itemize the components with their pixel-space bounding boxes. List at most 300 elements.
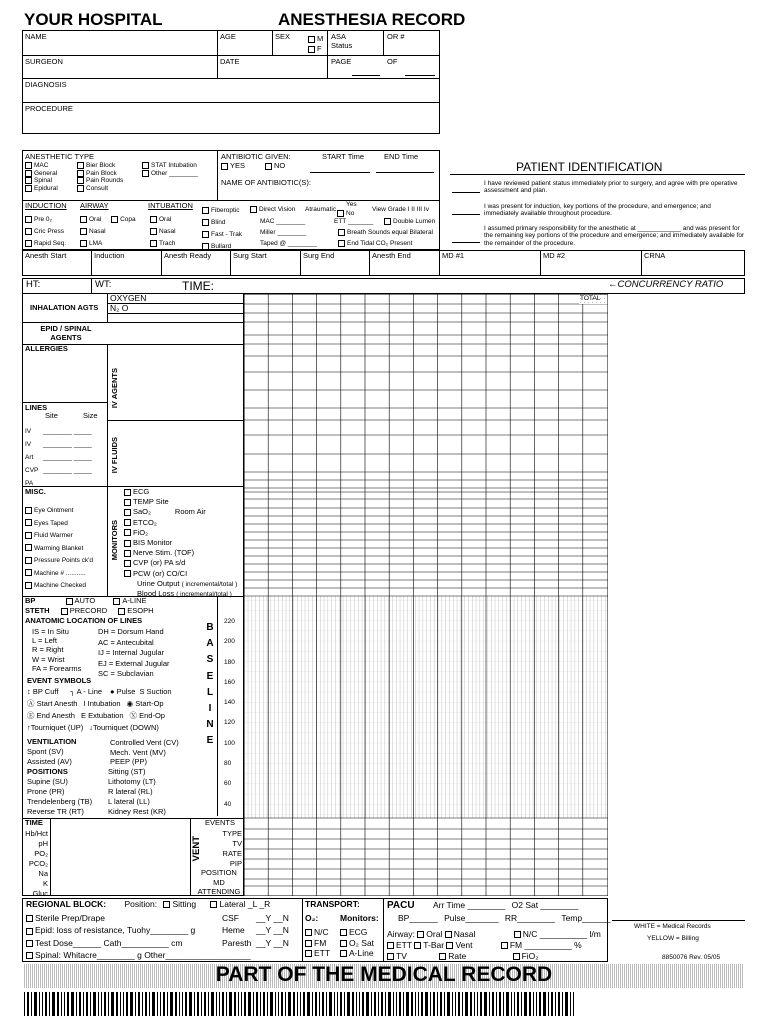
pacu-airway-row3 [387, 952, 539, 962]
barcode-bar [229, 992, 232, 1016]
barcode-bar [334, 992, 335, 1016]
checkbox-icon[interactable] [26, 952, 33, 959]
barcode-bar [366, 992, 369, 1016]
checkbox-icon[interactable] [305, 940, 312, 947]
pacu-bp[interactable]: BP______ [398, 913, 438, 923]
misc-options [25, 505, 93, 593]
checkbox-icon[interactable] [25, 532, 32, 539]
barcode-bar [108, 992, 109, 1016]
age-field[interactable]: AGE [220, 32, 236, 41]
checkbox-icon[interactable] [338, 229, 345, 236]
checkbox-icon[interactable] [61, 608, 68, 615]
pacu-nc[interactable]: N/C __________ l/m [514, 929, 601, 939]
pacu-airway-option[interactable]: Nasal [445, 929, 476, 939]
barcode-bar [170, 992, 173, 1016]
transport-option[interactable]: ECG [340, 927, 374, 938]
page-of-label: OF [387, 57, 398, 66]
double-lumen[interactable]: Double Lumen [384, 218, 435, 226]
checkbox-icon[interactable] [113, 598, 120, 605]
pacu-airway-option[interactable]: ETT [387, 940, 412, 950]
barcode-bar [197, 992, 199, 1016]
view-grade[interactable]: View Grade I II III Iv [372, 206, 429, 213]
lines-label: LINES [25, 403, 48, 412]
barcode-bar [86, 992, 88, 1016]
vent-items: TYPE TV RATE PIP [222, 829, 242, 868]
barcode-bar [385, 992, 386, 1016]
checkbox-icon[interactable] [308, 36, 315, 43]
checkbox-icon[interactable] [25, 185, 32, 192]
crna-field[interactable]: CRNA [644, 251, 666, 260]
barcode-bar [312, 992, 313, 1016]
anatomic-left: IS = In Situ L = Left R = Right W = Wrist FA = Forearms [32, 627, 82, 673]
checkbox-icon[interactable] [77, 177, 84, 184]
iv-fluids-label: IV FLUIDS [110, 437, 119, 474]
barcode-bar [447, 992, 450, 1016]
barcode-bar [337, 992, 338, 1016]
checkbox-icon[interactable] [25, 569, 32, 576]
intubation-technique [202, 205, 242, 253]
checkbox-icon[interactable] [446, 942, 453, 949]
room-air-label: Room Air [174, 507, 206, 517]
monitor-option[interactable]: ETCO₂ [124, 518, 237, 528]
misc-option[interactable]: Pressure Points ck'd [25, 555, 93, 568]
barcode-bar [521, 992, 522, 1016]
pacu-vitals [398, 914, 610, 924]
checkbox-icon[interactable] [250, 206, 257, 213]
monitor-option[interactable]: ECG [124, 487, 237, 497]
bp-auto[interactable]: AUTO [66, 596, 96, 605]
barcode-bar [194, 992, 195, 1016]
barcode-bar [157, 992, 158, 1016]
bp-cuff-icon: ↕ [27, 687, 31, 696]
barcode-bar [533, 992, 534, 1016]
misc-option[interactable]: Eye Ointment [25, 505, 93, 518]
steth-precord[interactable]: PRECORD [61, 606, 108, 615]
checkbox-icon[interactable] [124, 550, 131, 557]
transport-option[interactable]: A-Line [340, 948, 374, 959]
checkbox-icon[interactable] [124, 570, 131, 577]
checkbox-icon[interactable] [26, 928, 33, 935]
checkbox-icon[interactable] [340, 940, 347, 947]
checkbox-icon[interactable] [111, 216, 118, 223]
checkbox-icon[interactable] [25, 228, 32, 235]
barcode-bar [399, 992, 401, 1016]
checkbox-icon[interactable] [25, 582, 32, 589]
barcode-bar [90, 992, 91, 1016]
misc-option[interactable]: Warming Blanket [25, 543, 93, 556]
checkbox-icon[interactable] [202, 231, 209, 238]
date-field[interactable]: DATE [220, 57, 240, 66]
transport-option[interactable]: N/C [305, 927, 330, 938]
checkbox-icon[interactable] [513, 953, 520, 960]
monitor-option[interactable]: CVP (or) PA s/d [124, 558, 237, 568]
checkbox-icon[interactable] [305, 929, 312, 936]
surg-start-field[interactable]: Surg Start [233, 251, 267, 260]
test-dose[interactable]: Test Dose______ Cath__________ cm [26, 937, 251, 949]
barcode-bar [430, 992, 431, 1016]
checkbox-icon[interactable] [150, 216, 157, 223]
transport-monitors-label: Monitors: [340, 913, 379, 923]
checkbox-icon[interactable] [387, 953, 394, 960]
barcode-bar [256, 992, 258, 1016]
asa-field[interactable]: ASA [331, 32, 347, 41]
line-row[interactable]: IV ________ _____ [25, 441, 92, 448]
barcode-bar [562, 992, 563, 1016]
checkbox-icon[interactable] [142, 170, 149, 177]
direct-vision[interactable]: Direct Vision [250, 206, 295, 214]
end-anesth-icon: Ⓔ [27, 711, 35, 720]
barcode-bar [558, 992, 560, 1016]
barcode-bar [548, 992, 549, 1016]
csf-yn[interactable]: CSF __Y __N [222, 913, 289, 923]
checkbox-icon[interactable] [25, 162, 32, 169]
checkbox-icon[interactable] [142, 162, 149, 169]
pacu-airway-option[interactable]: Rate [439, 951, 466, 961]
checkbox-icon[interactable] [150, 228, 157, 235]
barcode-bar [241, 992, 242, 1016]
atraumatic-options [337, 200, 357, 218]
barcode-bar [238, 992, 239, 1016]
mac-field[interactable]: MAC ________ [260, 218, 306, 225]
antibiotic-yes[interactable]: YES [221, 162, 245, 171]
checkbox-icon[interactable] [445, 931, 452, 938]
pacu-arr-time[interactable]: Arr Time ________ [432, 900, 506, 910]
aline-icon: ╮ [70, 687, 75, 696]
checkbox-icon[interactable] [25, 216, 32, 223]
md1-field[interactable]: MD #1 [442, 251, 465, 260]
epid-loss[interactable]: Epid: loss of resistance, Tuohy________ g [26, 924, 251, 936]
position-sitting[interactable]: Sitting [163, 899, 196, 909]
record-title: ANESTHESIA RECORD [278, 10, 466, 29]
pulse-icon: ● [110, 687, 115, 696]
checkbox-icon[interactable] [25, 544, 32, 551]
technique-option[interactable]: Fast - Trak [202, 229, 242, 241]
barcode-bar [123, 992, 124, 1016]
name-field[interactable]: NAME [25, 32, 47, 41]
surgeon-field[interactable]: SURGEON [25, 57, 63, 66]
line-row[interactable]: IV ________ _____ [25, 428, 92, 435]
line-row[interactable]: PA [25, 480, 34, 487]
intubation-icon: I [83, 699, 86, 708]
transport-option[interactable]: FM [305, 938, 330, 949]
barcode-bar [263, 992, 265, 1016]
intubation-option[interactable]: Nasal [150, 226, 176, 238]
checkbox-icon[interactable] [77, 162, 84, 169]
barcode-bar [300, 992, 301, 1016]
checkbox-icon[interactable] [26, 915, 33, 922]
barcode-bar [49, 992, 50, 1016]
md2-field[interactable]: MD #2 [543, 251, 566, 260]
barcode-bar [411, 992, 413, 1016]
intubation-option[interactable]: Oral [150, 214, 176, 226]
height-field[interactable]: HT: [26, 279, 41, 290]
monitor-option[interactable]: Nerve Stim. (TOF) [124, 548, 237, 558]
checkbox-icon[interactable] [124, 529, 131, 536]
barcode-bar [142, 992, 143, 1016]
induction-option[interactable]: Rapid Seq. [25, 238, 66, 250]
anesthetic-option[interactable]: Pain Block [77, 170, 123, 178]
airway-option[interactable]: Oral [80, 216, 101, 223]
checkbox-icon[interactable] [26, 940, 33, 947]
anesth-start-field[interactable]: Anesth Start [25, 251, 67, 260]
sex-f-option[interactable]: F [308, 45, 322, 54]
vent-label: VENT [191, 836, 202, 862]
tourniquet-down-icon: ↓ [89, 723, 94, 732]
pacu-o2-sat[interactable]: O2 Sat ________ [511, 900, 579, 910]
checkbox-icon[interactable] [202, 219, 209, 226]
checkbox-icon[interactable] [210, 901, 217, 908]
monitor-option[interactable]: BIS Monitor [124, 538, 237, 548]
site-label: Site [45, 411, 58, 420]
monitor-option[interactable]: SaO₂ Room Air [124, 507, 237, 517]
pacu-fio2[interactable]: FiO₂ [513, 951, 539, 961]
ett-field[interactable]: ETT _______ [334, 218, 374, 225]
anesthetic-option[interactable]: MAC [25, 162, 58, 170]
barcode-bar [418, 992, 419, 1016]
anesth-ready-field[interactable]: Anesth Ready [164, 251, 212, 260]
paresth-yn[interactable]: Paresth __Y __N [222, 937, 289, 948]
top-fields [22, 30, 440, 134]
bp-aline[interactable]: A-LINE [113, 596, 146, 605]
checkbox-icon[interactable] [202, 243, 209, 250]
pacu-airway-option[interactable]: T-Bar [414, 940, 444, 950]
anesthetic-option[interactable]: Bier Block [77, 162, 123, 170]
barcode-bar [396, 992, 397, 1016]
technique-option[interactable]: Fiberoptic [202, 205, 242, 217]
regional-csf [222, 912, 289, 949]
checkbox-icon[interactable] [25, 170, 32, 177]
barcode-bar [175, 992, 177, 1016]
events-label: EVENTS [205, 818, 236, 827]
steth-esoph[interactable]: ESOPH [118, 606, 153, 615]
induction-time-field[interactable]: Induction [94, 251, 125, 260]
barcode-bar [425, 992, 428, 1016]
transport-o2-options [305, 927, 330, 959]
misc-option[interactable]: Fluid Warmer [25, 530, 93, 543]
barcode-bar [234, 992, 236, 1016]
diagnosis-field[interactable]: DIAGNOSIS [25, 80, 67, 89]
steth-method: STETH PRECORD ESOPH [25, 606, 154, 615]
barcode-bar [39, 992, 40, 1016]
anesthetic-option[interactable]: STAT Intubation [142, 162, 198, 170]
pacu-airway-row2 [387, 941, 582, 951]
asa-status-label: Status [331, 41, 353, 50]
checkbox-icon[interactable] [202, 207, 209, 214]
checkbox-icon[interactable] [387, 942, 394, 949]
checkbox-icon[interactable] [163, 901, 170, 908]
barcode-bar [474, 992, 475, 1016]
checkbox-icon[interactable] [124, 489, 131, 496]
checkbox-icon[interactable] [340, 950, 347, 957]
iv-agents-label: IV AGENTS [110, 368, 119, 409]
event-symbols-title: EVENT SYMBOLS [27, 676, 92, 685]
pacu-rr[interactable]: RR________ [504, 913, 555, 923]
checkbox-icon[interactable] [338, 240, 345, 247]
checkbox-icon[interactable] [124, 519, 131, 526]
checkbox-icon[interactable] [305, 950, 312, 957]
technique-option[interactable]: Bullard [202, 241, 242, 253]
monitor-option[interactable]: TEMP Site [124, 497, 237, 507]
atraumatic-no[interactable]: No [337, 209, 357, 218]
start-anesth-icon: Ⓐ [27, 699, 35, 708]
anesth-end-field[interactable]: Anesth End [372, 251, 411, 260]
pacu-airway-option[interactable]: TV [387, 951, 407, 961]
line-row[interactable]: Art ________ _____ [25, 454, 92, 461]
barcode-bar [511, 992, 512, 1016]
checkbox-icon[interactable] [221, 163, 228, 170]
antibiotic-given-label: ANTIBIOTIC GIVEN: [221, 152, 291, 161]
checkbox-icon[interactable] [501, 942, 508, 949]
barcode-bar [371, 992, 372, 1016]
end-tidal[interactable]: End Tidal CO₂ Present [338, 240, 412, 248]
line-list [25, 425, 92, 490]
anesthetic-option[interactable]: Spinal [25, 177, 58, 185]
antibiotic-name-field[interactable]: NAME OF ANTIBIOTIC(S): [221, 178, 312, 187]
surg-end-field[interactable]: Surg End [303, 251, 335, 260]
form-number: 8850076 Rev. 05/05 [662, 954, 721, 961]
checkbox-icon[interactable] [265, 163, 272, 170]
barcode-bar [381, 992, 383, 1016]
oxygen-label: OXYGEN [110, 293, 147, 303]
checkbox-icon[interactable] [439, 953, 446, 960]
anesthetic-option[interactable]: Epidural [25, 185, 58, 193]
miller-field[interactable]: Miller ________ [260, 229, 307, 236]
pacu-airway-option[interactable]: Vent [446, 940, 472, 950]
checkbox-icon[interactable] [514, 931, 521, 938]
airway-option[interactable]: LMA [80, 238, 136, 250]
barcode-bar [536, 992, 537, 1016]
anesthetic-option[interactable]: Other ________ [142, 170, 198, 178]
pacu-temp[interactable]: Temp______ [561, 913, 611, 923]
barcode-bar [565, 992, 568, 1016]
barcode-bar [455, 992, 456, 1016]
patient-id-title: PATIENT IDENTIFICATION [516, 160, 663, 174]
airway-option[interactable]: Copa [111, 216, 136, 223]
intubation-option[interactable]: Trach [150, 238, 176, 250]
checkbox-icon[interactable] [308, 46, 315, 53]
heme-yn[interactable]: Heme __Y __N [222, 925, 289, 936]
induction-option[interactable]: Cric Press [25, 226, 66, 238]
checkbox-icon[interactable] [414, 942, 421, 949]
antibiotic-start-time[interactable]: START Time [322, 152, 365, 161]
checkbox-icon[interactable] [25, 240, 32, 247]
breath-sounds[interactable]: Breath Sounds equal Bilateral [338, 229, 433, 237]
sterile-prep[interactable]: Sterile Prep/Drape [26, 912, 251, 924]
position-lateral[interactable]: Lateral _L _R [210, 899, 270, 909]
pacu-fm[interactable]: FM __________ % [501, 940, 582, 950]
checkbox-icon[interactable] [80, 240, 87, 247]
taped-field[interactable]: Taped @ ________ [260, 240, 317, 247]
checkbox-icon[interactable] [80, 216, 87, 223]
checkbox-icon[interactable] [25, 177, 32, 184]
barcode-bar [126, 992, 128, 1016]
barcode-bar [201, 992, 202, 1016]
page-field[interactable]: PAGE [331, 57, 352, 66]
checkbox-icon[interactable] [25, 507, 32, 514]
spinal-whitacre[interactable]: Spinal: Whitacre________ g Other__________________ [26, 949, 251, 961]
barcode-bar [226, 992, 227, 1016]
airway-options [80, 214, 136, 250]
barcode-bar [61, 992, 62, 1016]
sex-field: SEX [275, 32, 291, 41]
or-number-field[interactable]: OR # [387, 32, 405, 41]
barcode-bar [222, 992, 224, 1016]
transport-option[interactable]: ETT [305, 948, 330, 959]
line-row[interactable]: CVP ________ _____ [25, 467, 92, 474]
barcode-bar [344, 992, 345, 1016]
barcode-bar [270, 992, 273, 1016]
induction-option[interactable]: Pre 0₂ [25, 214, 66, 226]
checkbox-icon[interactable] [25, 557, 32, 564]
checkbox-icon[interactable] [77, 185, 84, 192]
pacu-airway-option[interactable]: Oral [417, 929, 442, 939]
misc-option[interactable]: Eyes Taped [25, 518, 93, 531]
checkbox-icon[interactable] [80, 228, 87, 235]
checkbox-icon[interactable] [118, 608, 125, 615]
checkbox-icon[interactable] [417, 931, 424, 938]
pacu-pulse[interactable]: Pulse_______ [444, 913, 499, 923]
anesthetic-option[interactable]: General [25, 170, 58, 178]
barcode-bar [285, 992, 286, 1016]
checkbox-icon[interactable] [124, 540, 131, 547]
checkbox-icon[interactable] [77, 170, 84, 177]
barcode-bar [98, 992, 99, 1016]
checkbox-icon[interactable] [124, 509, 131, 516]
barcode-bar [539, 992, 541, 1016]
checkbox-icon[interactable] [124, 499, 131, 506]
barcode-bar [216, 992, 217, 1016]
anesthetic-col2 [77, 162, 123, 193]
misc-option[interactable]: Machine Checked [25, 580, 93, 593]
checkbox-icon[interactable] [25, 519, 32, 526]
checkbox-icon[interactable] [150, 240, 157, 247]
regional-block-header: REGIONAL BLOCK: Position: Sitting Lateral _L _R [26, 899, 271, 909]
monitor-option[interactable]: PCW (or) CO/CI [124, 569, 237, 579]
atraumatic-yes[interactable]: Yes [346, 201, 357, 208]
transport-option[interactable]: O₂ Sat [340, 938, 374, 949]
checkbox-icon[interactable] [66, 598, 73, 605]
anesthetic-option[interactable]: Pain Rounds [77, 177, 123, 185]
antibiotic-no[interactable]: NO [265, 162, 285, 171]
barcode-bar [462, 992, 463, 1016]
blood-loss-label: Blood Loss ( incremental/total ) [137, 589, 232, 599]
procedure-field[interactable]: PROCEDURE [25, 104, 73, 113]
barcode-bar [76, 992, 77, 1016]
sex-m-option[interactable]: M [308, 35, 323, 44]
monitors-label: MONITORS [110, 520, 119, 561]
anesthetic-option[interactable]: Consult [77, 185, 123, 193]
bp-scale: 220 200 180 160 140 120 100 80 60 40 [224, 618, 235, 808]
checkbox-icon[interactable] [337, 210, 344, 217]
checkbox-icon[interactable] [124, 560, 131, 567]
antibiotic-end-time[interactable]: END Time [384, 152, 419, 161]
ventilation-right: Controlled Vent (CV) Mech. Vent (MV) PEEP (PP) [110, 738, 179, 766]
n2o-label: N₂ O [110, 303, 129, 313]
airway-option[interactable]: Nasal [80, 226, 136, 238]
anesthesia-chart-grid[interactable] [244, 294, 608, 896]
checkbox-icon[interactable] [384, 218, 391, 225]
misc-option[interactable]: Machine # ........... [25, 568, 93, 581]
barcode-bar [293, 992, 295, 1016]
barcode-bar [52, 992, 55, 1016]
urine-output-label: Urine Output ( incremental/total ) [137, 578, 238, 588]
barcode-bar [67, 992, 69, 1016]
technique-option[interactable]: Blind [202, 217, 242, 229]
checkbox-icon[interactable] [340, 929, 347, 936]
monitor-option[interactable]: FiO₂ [124, 528, 237, 538]
barcode-bar [421, 992, 423, 1016]
weight-field[interactable]: WT: [95, 279, 112, 290]
